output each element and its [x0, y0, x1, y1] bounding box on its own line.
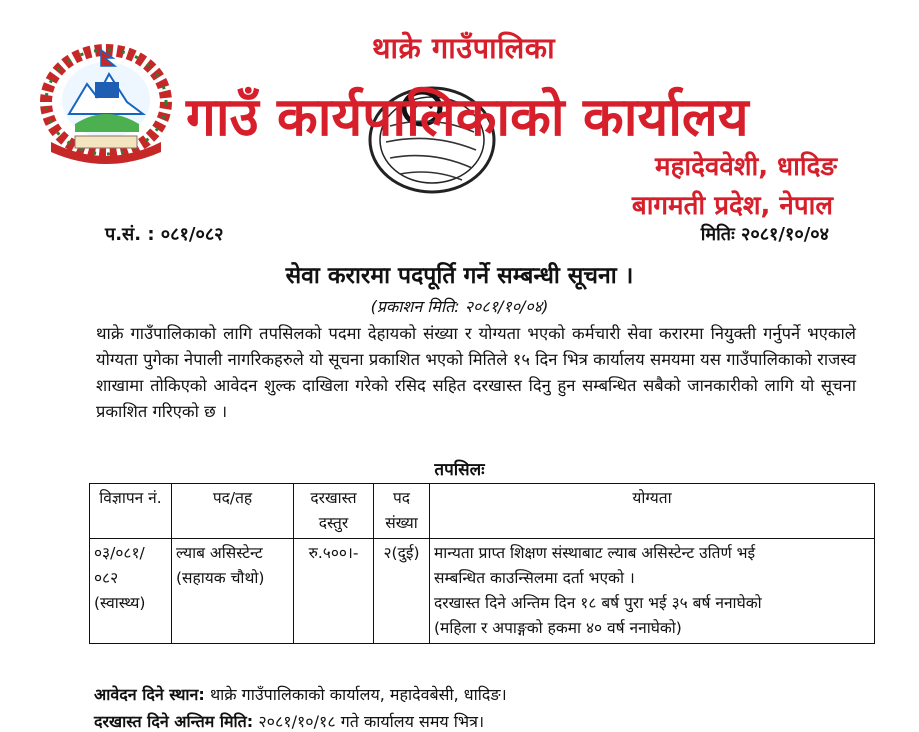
- header-post: पद/तह: [172, 484, 294, 539]
- qualification-line-2: सम्बन्धित काउन्सिलमा दर्ता भएको ।: [434, 569, 635, 587]
- apply-place: [94, 683, 507, 705]
- post-line-1: ल्याब असिस्टेन्ट: [176, 544, 263, 562]
- header-qualification: योग्यता: [430, 484, 875, 539]
- table-header-row: [90, 484, 875, 539]
- apply-place-value: थाक्रे गाउँपालिकाको कार्यालय, महादेवबेसी, धादिङ।: [209, 685, 507, 704]
- apply-place-label: आवेदन दिने स्थान:: [94, 685, 205, 704]
- table-row: [90, 539, 875, 644]
- vacancy-table: [89, 483, 875, 644]
- header-fee-line-2: दस्तुर: [318, 514, 349, 532]
- qualification-line-4: (महिला र अपाङ्गको हकमा ४० वर्ष ननाघेको): [434, 619, 682, 637]
- cell-post: [172, 539, 294, 644]
- address-line-1: महादेववेशी, धादिङ: [655, 152, 837, 182]
- header-fee: [294, 484, 374, 539]
- reference-number: प.सं. : ०८१/०८२: [105, 224, 224, 245]
- table-caption: तपसिलः: [434, 460, 485, 480]
- header-count-line-1: पद: [392, 489, 411, 507]
- cell-ad-no: [90, 539, 172, 644]
- cell-fee: रु.५००।-: [294, 539, 374, 644]
- office-name: थाक्रे गाउँपालिका: [372, 31, 556, 65]
- ad-no-line-3: (स्वास्थ्य): [94, 594, 146, 612]
- header-ad-no: विज्ञापन नं.: [90, 484, 172, 539]
- notice-title: सेवा करारमा पदपूर्ति गर्ने सम्बन्धी सूचना ।: [285, 263, 634, 289]
- qualification-line-1: मान्यता प्राप्त शिक्षण संस्थाबाट ल्याब असिस्टेन्ट उतिर्ण भई: [434, 544, 756, 562]
- publication-date: (प्रकाशन मिति: २०८१/१०/०४): [370, 297, 549, 316]
- notice-body: थाक्रे गाउँपालिकाको लागि तपसिलको पदमा देहायको संख्या र योग्यता भएको कर्मचारी सेवा करारमा नियुक्ती गर्नुपर्ने भएकाले योग्यता पुगेका नेपाली नागरिकहरुले यो सूचना प्रकाशित भएको मितिले १५ दिन भित्र कार्यालय समयमा यस गाउँपालिकाको राजस्व शाखामा तोकिएको आवेदन शुल्क दाखिला गरेको रसिद सहित दरखास्त दिनु हुन सम्बन्धित सबैको जानकारीको लागि यो सूचना प्रकाशित गरिएको छ ।: [96, 324, 856, 421]
- nepal-emblem-icon: [35, 42, 177, 172]
- qualification-line-3: दरखास्त दिने अन्तिम दिन १८ बर्ष पुरा भई ३५ बर्ष ननाघेको: [434, 594, 762, 612]
- post-line-2: (सहायक चौथो): [176, 569, 265, 587]
- ad-no-line-2: ०८२: [94, 569, 119, 587]
- cell-qualification: [430, 539, 875, 644]
- header-count-line-2: संख्या: [385, 514, 418, 532]
- last-date-value: २०८१/१०/१८ गते कार्यालय समय भित्र।: [258, 712, 485, 731]
- header-fee-line-1: दरखास्त: [310, 489, 357, 507]
- last-date: [94, 710, 484, 732]
- address-line-2: बागमती प्रदेश, नेपाल: [631, 191, 833, 221]
- notice-date: मितिः २०८१/१०/०४: [700, 224, 829, 245]
- header-count: [374, 484, 430, 539]
- last-date-label: दरखास्त दिने अन्तिम मिति:: [94, 712, 254, 731]
- ad-no-line-1: ०३/०८१/: [94, 544, 145, 562]
- cell-count: २(दुई): [374, 539, 430, 644]
- office-title: गाउँ कार्यपालिकाको कार्यालय: [186, 87, 749, 148]
